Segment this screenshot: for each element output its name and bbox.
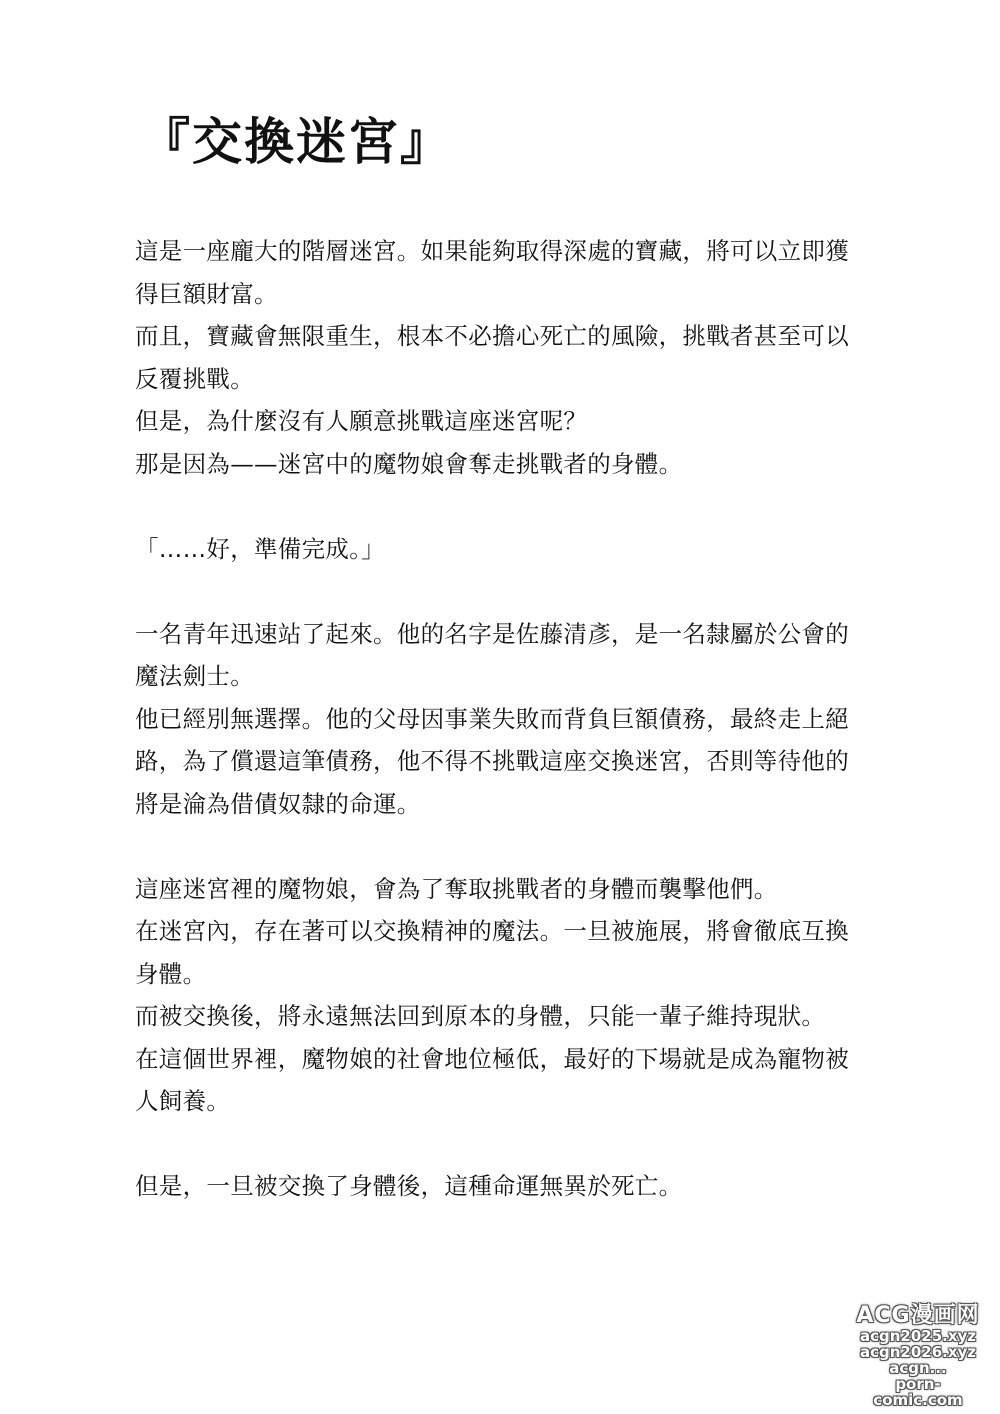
body-text (135, 230, 865, 1208)
watermark-title: ACG漫画网 (856, 1303, 980, 1328)
paragraph-10: 在這個世界裡，魔物娘的社會地位極低，最好的下場就是成為寵物被人飼養。 (135, 1044, 849, 1115)
paragraph-8: 在迷宮內，存在著可以交換精神的魔法。一旦被施展，將會徹底互換身體。 (135, 917, 849, 988)
paragraph-11: 但是，一旦被交換了身體後，這種命運無異於死亡。 (135, 1172, 683, 1200)
paragraph-3: 但是，為什麼沒有人願意挑戰這座迷宮呢？ (135, 407, 588, 435)
watermark-url: porn-comic.com (873, 1375, 963, 1409)
paragraph-2: 而且，寶藏會無限重生，根本不必擔心死亡的風險，挑戰者甚至可以反覆挑戰。 (135, 322, 849, 393)
blank-line (135, 1123, 865, 1166)
paragraph-1: 這是一座龐大的階層迷宮。如果能夠取得深處的寶藏，將可以立即獲得巨額財富。 (135, 237, 849, 308)
watermark-url: acgn2026.xyz (859, 1343, 977, 1361)
watermark-url: acgn... (889, 1359, 947, 1377)
paragraph-4: 那是因為——迷宮中的魔物娘會奪走挑戰者的身體。 (135, 449, 683, 478)
blank-line (135, 570, 865, 613)
paragraph-7: 這座迷宮裡的魔物娘，會為了奪取挑戰者的身體而襲擊他們。 (135, 874, 778, 903)
blank-line (135, 485, 865, 528)
paragraph-9: 而被交換後，將永遠無法回到原本的身體，只能一輩子維持現狀。 (135, 1002, 826, 1030)
dialogue-line: 「……好，準備完成。」 (135, 534, 386, 563)
site-watermark (854, 1304, 982, 1408)
paragraph-6: 他已經別無選擇。他的父母因事業失敗而背負巨額債務，最終走上絕路，為了償還這筆債務，他不得不挑戰這座交換迷宮，否則等待他的將是淪為借債奴隸的命運。 (135, 704, 849, 818)
watermark-url: acgn2025.xyz (859, 1327, 977, 1345)
blank-line (135, 825, 865, 868)
paragraph-5: 一名青年迅速站了起來。他的名字是佐藤清彥，是一名隸屬於公會的魔法劍士。 (135, 619, 849, 690)
page-title: 『交換迷宮』 (140, 113, 452, 171)
